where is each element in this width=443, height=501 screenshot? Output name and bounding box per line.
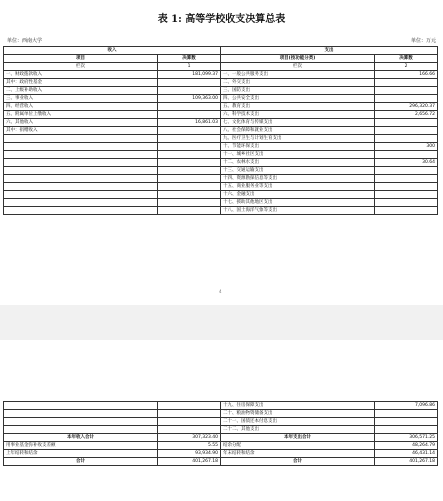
income-section-header: 收入	[4, 47, 221, 55]
income-amount-cell: 16,861.03	[158, 119, 221, 127]
income-item-cell	[4, 159, 158, 167]
income-amount-cell	[158, 87, 221, 95]
expense-item-header: 项目(按功能分类)	[221, 55, 375, 63]
expense-amount-cell	[375, 79, 438, 87]
page-title: 表 1: 高等学校收支决算总表	[157, 14, 286, 25]
expense-item-cell: 十七、援助其他地区支出	[221, 199, 375, 207]
table-row	[4, 183, 438, 191]
expense-amount-cell: 2,656.72	[375, 111, 438, 119]
income-item-cell	[4, 207, 158, 215]
income-amount-cell	[158, 151, 221, 159]
expense-amount-cell	[375, 151, 438, 159]
unit-left: 单位：西南大学	[7, 38, 43, 44]
income-amount-cell	[158, 199, 221, 207]
income-item-cell	[4, 151, 158, 159]
income-item-cell: 六、其他收入	[4, 119, 158, 127]
income-amount-cell	[158, 79, 221, 87]
table-row	[4, 402, 438, 410]
table-row	[4, 450, 438, 458]
income-item-cell: 合计	[4, 458, 158, 466]
expense-amount-cell	[375, 207, 438, 215]
expense-amount-cell: 306,571.25	[375, 434, 438, 442]
income-amount-cell	[158, 135, 221, 143]
income-amount-cell: 307,323.40	[158, 434, 221, 442]
expense-item-cell: 二十、粮油物资储备支出	[221, 410, 375, 418]
expense-item-cell: 八、社会保障和就业支出	[221, 127, 375, 135]
expense-item-cell: 十三、交通运输支出	[221, 167, 375, 175]
expense-amount-cell	[375, 95, 438, 103]
income-amount-cell	[158, 191, 221, 199]
income-amount-cell	[158, 111, 221, 119]
table-row	[4, 151, 438, 159]
table-row	[4, 434, 438, 442]
summary-table-part-2	[3, 401, 438, 466]
income-item-header: 项目	[4, 55, 158, 63]
expense-item-cell: 结余分配	[221, 442, 375, 450]
expense-code-label: 栏次	[221, 63, 375, 71]
income-amount-cell	[158, 183, 221, 191]
income-amount-cell	[158, 127, 221, 135]
expense-item-cell: 合计	[221, 458, 375, 466]
summary-table-part-1	[3, 46, 438, 215]
expense-item-cell: 四、公共安全支出	[221, 95, 375, 103]
income-amount-cell	[158, 426, 221, 434]
expense-item-cell: 二、外交支出	[221, 79, 375, 87]
income-item-cell	[4, 191, 158, 199]
income-amount-cell	[158, 103, 221, 111]
income-amount-cell	[158, 402, 221, 410]
income-item-cell: 四、经营收入	[4, 103, 158, 111]
income-amount-cell	[158, 159, 221, 167]
table-row	[4, 111, 438, 119]
expense-item-cell: 十一、城乡社区支出	[221, 151, 375, 159]
expense-item-cell: 一、一般公共服务支出	[221, 71, 375, 79]
page-2	[0, 340, 443, 501]
income-amount-cell	[158, 418, 221, 426]
expense-amount-cell	[375, 119, 438, 127]
expense-amount-cell	[375, 418, 438, 426]
income-item-cell: 用事业基金弥补收支差额	[4, 442, 158, 450]
expense-item-cell: 十九、住房保障支出	[221, 402, 375, 410]
income-amount-cell: 93,934.90	[158, 450, 221, 458]
income-item-cell: 上年结转和结余	[4, 450, 158, 458]
expense-item-cell: 十、节能环保支出	[221, 143, 375, 151]
income-amount-cell	[158, 207, 221, 215]
expense-amount-cell: 46,431.14	[375, 450, 438, 458]
income-amount-cell	[158, 175, 221, 183]
expense-item-cell: 五、教育支出	[221, 103, 375, 111]
income-item-cell	[4, 167, 158, 175]
income-item-cell	[4, 418, 158, 426]
income-item-cell: 其中：捐赠收入	[4, 127, 158, 135]
table-row	[4, 119, 438, 127]
expense-amount-cell: 30.64	[375, 159, 438, 167]
expense-item-cell: 十六、金融支出	[221, 191, 375, 199]
income-item-cell	[4, 199, 158, 207]
income-item-cell	[4, 426, 158, 434]
expense-item-cell: 十四、资源勘探信息等支出	[221, 175, 375, 183]
income-amount-cell: 181,099.37	[158, 71, 221, 79]
income-item-cell	[4, 143, 158, 151]
table-row	[4, 442, 438, 450]
income-item-cell	[4, 183, 158, 191]
expense-amount-cell	[375, 410, 438, 418]
table-row	[4, 135, 438, 143]
expense-item-cell: 九、医疗卫生与计划生育支出	[221, 135, 375, 143]
income-code-label: 栏次	[4, 63, 158, 71]
table-row	[4, 143, 438, 151]
table-row	[4, 103, 438, 111]
expense-section-header: 支出	[221, 47, 438, 55]
expense-amount-cell: 296,320.37	[375, 103, 438, 111]
income-item-cell	[4, 175, 158, 183]
table-row	[4, 79, 438, 87]
expense-amount-cell	[375, 135, 438, 143]
expense-item-cell: 七、文化体育与传媒支出	[221, 119, 375, 127]
income-amount-header: 决算数	[158, 55, 221, 63]
table-row	[4, 95, 438, 103]
income-code-col: 1	[158, 63, 221, 71]
income-item-cell: 三、事业收入	[4, 95, 158, 103]
expense-item-cell: 十八、国土海洋气象等支出	[221, 207, 375, 215]
unit-right: 单位：万元	[410, 38, 436, 44]
income-item-cell	[4, 410, 158, 418]
expense-item-cell: 十二、农林水支出	[221, 159, 375, 167]
income-item-cell	[4, 135, 158, 143]
income-item-cell: 本年收入合计	[4, 434, 158, 442]
income-amount-cell: 401,267.18	[158, 458, 221, 466]
income-amount-cell	[158, 167, 221, 175]
expense-amount-cell	[375, 175, 438, 183]
table-row	[4, 167, 438, 175]
expense-item-cell: 三、国防支出	[221, 87, 375, 95]
income-item-cell: 二、上级补助收入	[4, 87, 158, 95]
expense-amount-cell: 7,096.86	[375, 402, 438, 410]
income-amount-cell: 5.55	[158, 442, 221, 450]
income-amount-cell	[158, 410, 221, 418]
table-row	[4, 458, 438, 466]
expense-amount-cell	[375, 199, 438, 207]
income-item-cell	[4, 402, 158, 410]
expense-amount-cell	[375, 167, 438, 175]
page-number: 4	[219, 289, 222, 294]
table-row	[4, 410, 438, 418]
expense-item-cell: 六、科学技术支出	[221, 111, 375, 119]
expense-amount-cell: 401,267.18	[375, 458, 438, 466]
table-row	[4, 159, 438, 167]
page-gap	[0, 305, 443, 340]
expense-amount-cell: 300	[375, 143, 438, 151]
expense-amount-cell: 48,264.79	[375, 442, 438, 450]
table-row	[4, 71, 438, 79]
expense-amount-cell	[375, 183, 438, 191]
income-item-cell: 五、附属单位上缴收入	[4, 111, 158, 119]
income-amount-cell	[158, 143, 221, 151]
income-amount-cell: 109,363.00	[158, 95, 221, 103]
expense-amount-header: 决算数	[375, 55, 438, 63]
expense-amount-cell	[375, 191, 438, 199]
expense-amount-cell	[375, 87, 438, 95]
expense-item-cell: 本年支出合计	[221, 434, 375, 442]
table-row	[4, 426, 438, 434]
income-item-cell: 一、财政拨款收入	[4, 71, 158, 79]
expense-amount-cell	[375, 426, 438, 434]
table-row	[4, 191, 438, 199]
table-row	[4, 87, 438, 95]
table-row	[4, 199, 438, 207]
expense-amount-cell	[375, 127, 438, 135]
expense-item-cell: 十五、商业服务业等支出	[221, 183, 375, 191]
income-item-cell: 其中：政府性基金	[4, 79, 158, 87]
table-row	[4, 175, 438, 183]
expense-item-cell: 二十一、国债还本付息支出	[221, 418, 375, 426]
expense-code-col: 2	[375, 63, 438, 71]
expense-item-cell: 二十二、其他支出	[221, 426, 375, 434]
expense-item-cell: 年末结转和结余	[221, 450, 375, 458]
table-row	[4, 418, 438, 426]
table-row	[4, 127, 438, 135]
expense-amount-cell: 166.66	[375, 71, 438, 79]
table-row	[4, 207, 438, 215]
